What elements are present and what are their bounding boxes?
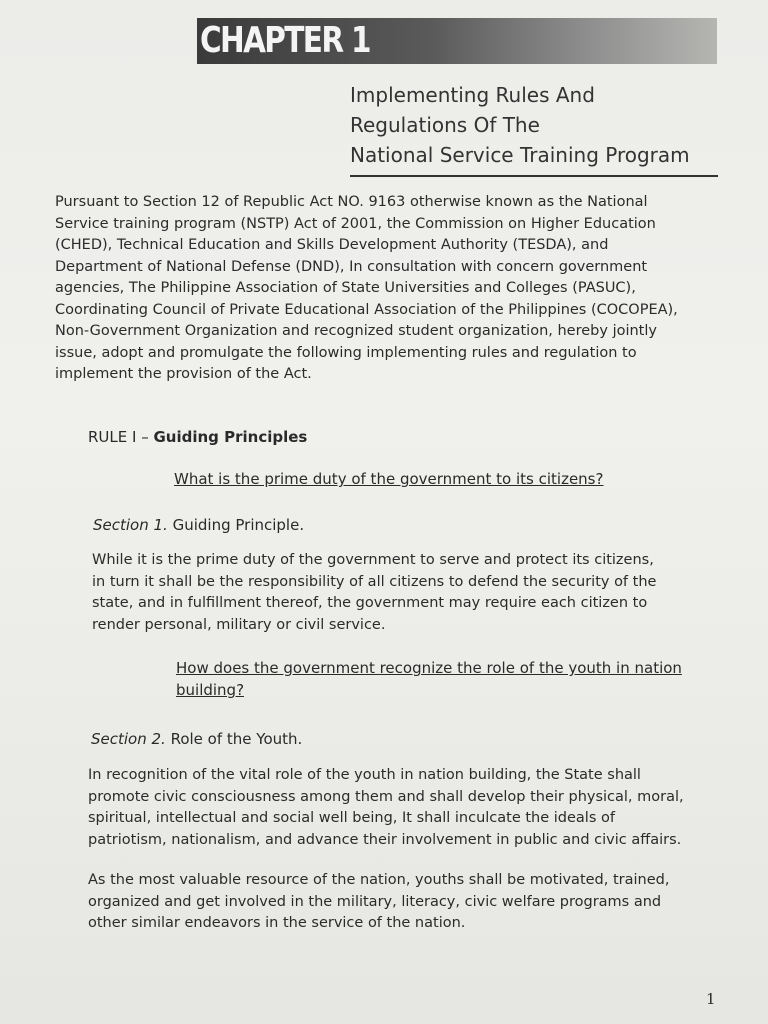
chapter-label: CHAPTER 1 (200, 20, 370, 61)
title-line: National Service Training Program (350, 143, 690, 167)
paragraph-line: As the most valuable resource of the nation, youths shall be motivated, trained, (88, 872, 670, 888)
paragraph-1 (92, 550, 732, 636)
section-2-heading (91, 730, 302, 748)
paragraph-line: issue, adopt and promulgate the following implementing rules and regulation to (55, 344, 637, 361)
title-divider (350, 175, 718, 177)
question-1: What is the prime duty of the government to its citizens? (174, 470, 604, 488)
section-1-heading (93, 516, 304, 534)
paragraph-line: patriotism, nationalism, and advance their involvement in public and civic affairs. (88, 831, 682, 848)
document-title (350, 80, 730, 170)
question-line: building? (176, 681, 245, 699)
section-1-label: Section 1. (93, 516, 168, 534)
paragraph-line: organized and get involved in the military, literacy, civic welfare programs and (88, 893, 662, 910)
paragraph-line: Service training program (NSTP) Act of 2001, the Commission on Higher Education (55, 215, 656, 232)
section-1-title: Guiding Principle. (167, 516, 305, 534)
intro-paragraph (55, 192, 735, 386)
paragraph-line: promote civic consciousness among them and shall develop their physical, moral, (88, 788, 684, 805)
page-number: 1 (706, 990, 716, 1008)
paragraph-line: state, and in fulfillment thereof, the government may require each citizen to (92, 595, 648, 611)
paragraph-3 (88, 870, 728, 935)
question-2 (176, 657, 682, 701)
section-2-title: Role of the Youth. (165, 730, 303, 748)
paragraph-line: other similar endeavors in the service of the nation. (88, 915, 466, 931)
rule-prefix: RULE I – (88, 428, 154, 446)
paragraph-line: In recognition of the vital role of the youth in nation building, the State shall (88, 767, 641, 783)
paragraph-line: Coordinating Council of Private Educational Association of the Philippines (COCOPEA), (55, 301, 678, 318)
paragraph-line: render personal, military or civil service. (92, 616, 386, 633)
rule-title: Guiding Principles (153, 428, 308, 446)
title-line: Regulations Of The (350, 113, 540, 137)
paragraph-line: implement the provision of the Act. (55, 366, 312, 382)
paragraph-line: Department of National Defense (DND), In consultation with concern government (55, 258, 648, 275)
question-line: How does the government recognize the role of the youth in nation (176, 659, 682, 677)
paragraph-line: Non-Government Organization and recognized student organization, hereby jointly (55, 323, 657, 339)
paragraph-line: in turn it shall be the responsibility of all citizens to defend the security of the (92, 573, 657, 590)
paragraph-line: spiritual, intellectual and social well being, It shall inculcate the ideals of (88, 810, 615, 826)
paragraph-line: (CHED), Technical Education and Skills Development Authority (TESDA), and (55, 237, 609, 253)
paragraph-line: agencies, The Philippine Association of State Universities and Colleges (PASUC), (55, 280, 636, 296)
section-2-label: Section 2. (91, 730, 166, 748)
paragraph-line: While it is the prime duty of the government to serve and protect its citizens, (92, 552, 654, 568)
title-line: Implementing Rules And (350, 83, 595, 107)
paragraph-line: Pursuant to Section 12 of Republic Act NO. 9163 otherwise known as the National (55, 194, 648, 210)
rule-heading (88, 428, 307, 446)
paragraph-2 (88, 765, 728, 851)
